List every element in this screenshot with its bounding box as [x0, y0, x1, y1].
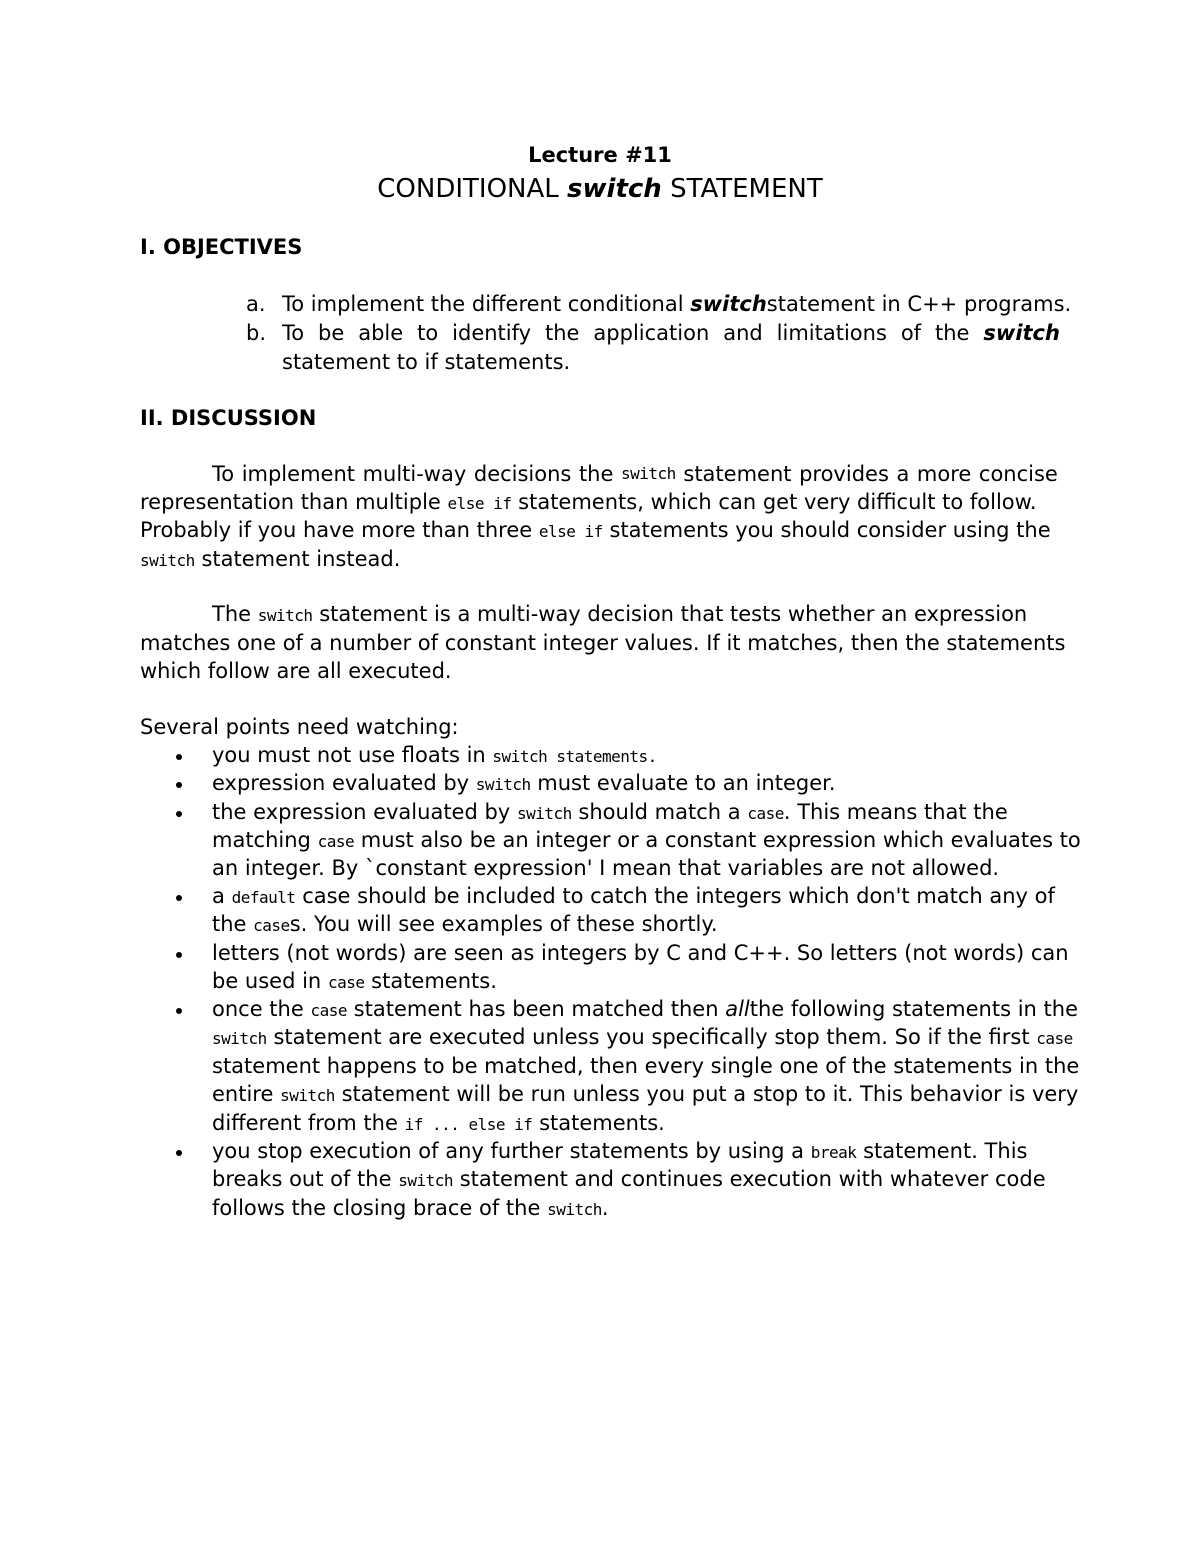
text: must evaluate to an integer. [537, 771, 836, 795]
word: to [417, 321, 439, 345]
code-case: case [747, 804, 784, 823]
code-switch: switch [280, 1086, 335, 1105]
section-heading-discussion: II. DISCUSSION [140, 406, 317, 430]
text: representation than multiple [140, 490, 441, 514]
word: and [723, 321, 763, 345]
code-case: case [317, 832, 355, 851]
word: be [318, 321, 345, 345]
lecture-number: Lecture #11 [528, 143, 672, 167]
text: the [212, 912, 247, 936]
word: To [212, 462, 235, 486]
code-case: case [310, 1001, 347, 1020]
code-case: case [1036, 1029, 1073, 1048]
title-keyword: switch [567, 174, 662, 204]
objective-a-keyword: switch [690, 292, 767, 316]
paragraph-1-line-4 [140, 547, 400, 573]
word: implement [241, 462, 355, 486]
emphasis-all: all [725, 997, 750, 1021]
bullet-5-line-2 [212, 969, 497, 995]
text: statements. [371, 969, 497, 993]
word: application [593, 321, 710, 345]
text: statement is a multi-way decision that tests whether an expression [319, 602, 1028, 626]
text: matching [212, 828, 311, 852]
text: you must not use floats in [212, 743, 486, 767]
text: Probably if you have more than three [140, 518, 533, 542]
code-else-if: else if [447, 494, 512, 513]
text: a [212, 884, 225, 908]
word: of [900, 321, 922, 345]
code-switch: switch [475, 775, 531, 794]
bullet-5-line-1: letters (not words) are seen as integers by C and C++. So letters (not words) can [212, 941, 1069, 965]
paragraph-2-line-1 [212, 602, 1027, 628]
word: provides [799, 462, 889, 486]
bullet-7-line-2 [212, 1167, 1046, 1193]
section-heading-objectives: I. OBJECTIVES [140, 235, 303, 259]
text: statement will be run unless you put a stop to it. This behavior is very [341, 1082, 1079, 1106]
text: statement instead. [201, 547, 401, 571]
paragraph-2-line-2: matches one of a number of constant integer values. If it matches, then the statements [140, 631, 1066, 655]
objective-a-marker: a. [246, 292, 266, 316]
text: statement has been matched then [353, 997, 719, 1021]
bullet-7-line-3 [212, 1196, 609, 1222]
text: the following statements in the [749, 997, 1079, 1021]
code-switch: switch [140, 551, 195, 570]
bullet-1 [212, 743, 657, 769]
word: multi-way [362, 462, 467, 486]
code-switch: switch [257, 606, 313, 625]
code-break: break [810, 1143, 857, 1162]
bullet-dot [176, 1008, 182, 1014]
text: s. You will see examples of these shortly. [289, 912, 718, 936]
code-switch: switch [398, 1171, 453, 1190]
text: be used in [212, 969, 322, 993]
code-if-else-if: if ... else if [404, 1115, 533, 1134]
text: statement and continues execution with whatever code [459, 1167, 1046, 1191]
bullet-dot [176, 754, 182, 760]
text: breaks out of the [212, 1167, 392, 1191]
bullet-2 [212, 771, 836, 797]
word: able [358, 321, 404, 345]
bullet-dot [176, 952, 182, 958]
text: statements, which can get very difficult to follow. [518, 490, 1037, 514]
word: the [578, 462, 614, 486]
text: should match a [578, 800, 741, 824]
page-title [0, 174, 1200, 204]
text: entire [212, 1082, 274, 1106]
objective-b-line-2: statement to if statements. [282, 350, 571, 374]
bullet-4-line-1 [212, 884, 1055, 910]
text: statements you should consider using the [609, 518, 1051, 542]
bullet-6-line-4 [212, 1082, 1078, 1108]
text: once the [212, 997, 304, 1021]
code-switch: switch [516, 804, 572, 823]
objective-a-text-end: statement in C++ programs. [766, 292, 1072, 316]
points-intro: Several points need watching: [140, 715, 459, 739]
paragraph-1-line-1 [212, 462, 1058, 486]
bullet-dot [176, 1150, 182, 1156]
title-part-b: STATEMENT [670, 174, 823, 204]
bullet-6-line-1 [212, 997, 1078, 1023]
word: more [916, 462, 972, 486]
word: a [896, 462, 910, 486]
bullet-6-line-2 [212, 1025, 1073, 1051]
text: the expression evaluated by [212, 800, 511, 824]
bullet-3-line-2 [212, 828, 1081, 854]
objective-a-text: To implement the different conditional [282, 292, 684, 316]
word: concise [978, 462, 1058, 486]
code-case: case [253, 916, 290, 935]
bullet-dot [176, 782, 182, 788]
objective-b-marker: b. [246, 321, 267, 345]
word: the [935, 321, 970, 345]
word: limitations [776, 321, 887, 345]
text: you stop execution of any further statements by using a [212, 1139, 805, 1163]
bullet-dot [176, 811, 182, 817]
code-switch: switch [547, 1200, 602, 1219]
bullet-6-line-3: statement happens to be matched, then every single one of the statements in the [212, 1054, 1080, 1078]
objective-a [282, 292, 1071, 316]
title-part-a: CONDITIONAL [377, 174, 559, 204]
bullet-6-line-5 [212, 1111, 665, 1137]
code-else-if: else if [538, 522, 603, 541]
text: different from the [212, 1111, 398, 1135]
objective-b-keyword: switch [983, 321, 1060, 345]
code-switch-statements: switch statements. [492, 747, 657, 766]
text: . [601, 1196, 609, 1220]
code-default: default [231, 888, 296, 907]
text: expression evaluated by [212, 771, 470, 795]
bullet-7-line-1 [212, 1139, 1027, 1165]
text: case should be included to catch the integers which don't match any of [302, 884, 1055, 908]
text: statements. [539, 1111, 665, 1135]
text: . This means that the [783, 800, 1008, 824]
word: the [545, 321, 580, 345]
paragraph-1-line-3 [140, 518, 1051, 544]
code-switch: switch [212, 1029, 267, 1048]
paragraph-1-line-2 [140, 490, 1037, 516]
text: statement. This [863, 1139, 1028, 1163]
objective-b-line-1 [282, 321, 1060, 345]
text: follows the closing brace of the [212, 1196, 541, 1220]
word: decisions [473, 462, 572, 486]
bullet-4-line-2 [212, 912, 718, 938]
code-case: case [327, 973, 365, 992]
word: To [282, 321, 305, 345]
bullet-3-line-3: an integer. By `constant expression' I mean that variables are not allowed. [212, 856, 1000, 880]
text: statement are executed unless you specifically stop them. So if the first [273, 1025, 1030, 1049]
text: must also be an integer or a constant expression which evaluates to [360, 828, 1081, 852]
text: The [212, 602, 252, 626]
paragraph-2-line-3: which follow are all executed. [140, 659, 452, 683]
bullet-dot [176, 895, 182, 901]
word: statement [683, 462, 792, 486]
bullet-3-line-1 [212, 800, 1008, 826]
code-switch: switch [621, 464, 676, 483]
word: identify [452, 321, 532, 345]
